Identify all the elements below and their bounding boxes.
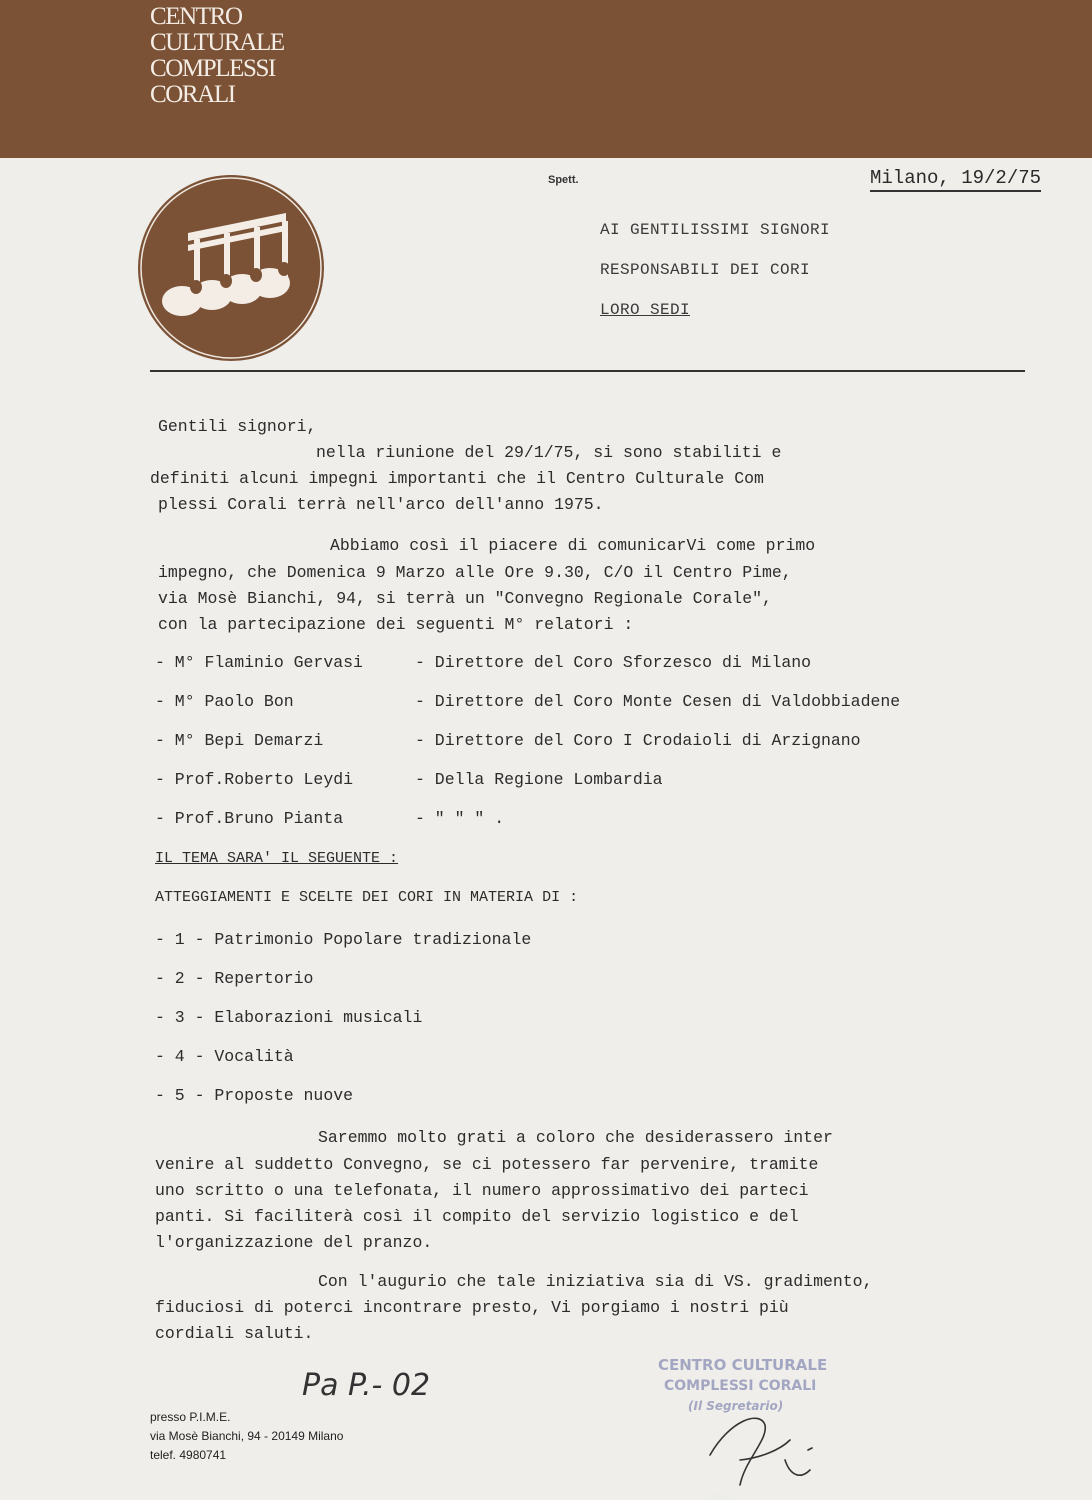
org-line: CORALI xyxy=(150,81,235,108)
org-line: CENTRO xyxy=(150,3,242,30)
paragraph-line: nella riunione del 29/1/75, si sono stabiliti e xyxy=(316,443,782,462)
spett-label: Spett. xyxy=(548,174,579,186)
footer-line: telef. 4980741 xyxy=(150,1448,227,1462)
paragraph-line: Saremmo molto grati a coloro che desiderassero inter xyxy=(318,1128,833,1147)
paragraph-line: Con l'augurio che tale iniziativa sia di VS. gradimento, xyxy=(318,1272,873,1291)
handwritten-reference-text: Pa P.- 02 xyxy=(302,1368,431,1403)
recipient-line: RESPONSABILI DEI CORI xyxy=(600,261,811,279)
header-divider xyxy=(150,370,1025,372)
stamp-line: (Il Segretario) xyxy=(688,1399,784,1413)
speaker-role: - Della Regione Lombardia xyxy=(415,770,663,789)
topic-item: - 4 - Vocalità xyxy=(155,1047,294,1066)
theme-heading: IL TEMA SARA' IL SEGUENTE : xyxy=(155,850,399,867)
organization-name xyxy=(150,4,284,108)
paragraph-line: uno scritto o una telefonata, il numero approssimativo dei parteci xyxy=(155,1181,809,1200)
handwritten-reference xyxy=(300,1355,450,1410)
paragraph-line: plessi Corali terrà nell'arco dell'anno 1975. xyxy=(158,495,604,514)
paragraph-line: panti. Si faciliterà così il compito del servizio logistico e del xyxy=(155,1207,799,1226)
topic-item: - 2 - Repertorio xyxy=(155,969,314,988)
speaker-role: - Direttore del Coro I Crodaioli di Arzignano xyxy=(415,731,861,750)
recipient-line: LORO SEDI xyxy=(600,301,691,319)
paragraph-line: cordiali saluti. xyxy=(155,1324,314,1343)
speaker-role: - " " " . xyxy=(415,809,505,828)
org-line: COMPLESSI xyxy=(150,55,275,82)
paragraph-line: fiduciosi di poterci incontrare presto, Vi porgiamo i nostri più xyxy=(155,1298,789,1317)
topic-item: - 1 - Patrimonio Popolare tradizionale xyxy=(155,930,532,949)
footer-address xyxy=(150,1408,343,1465)
topic-item: - 3 - Elaborazioni musicali xyxy=(155,1008,423,1027)
salutation: Gentili signori, xyxy=(158,417,317,436)
music-notes-logo-icon xyxy=(136,173,326,363)
footer-line: presso P.I.M.E. xyxy=(150,1410,231,1424)
paragraph-line: l'organizzazione del pranzo. xyxy=(155,1233,433,1252)
theme-subheading: ATTEGGIAMENTI E SCELTE DEI CORI IN MATERIA DI : xyxy=(155,889,579,906)
paragraph-line: impegno, che Domenica 9 Marzo alle Ore 9.30, C/O il Centro Pime, xyxy=(158,563,792,582)
speaker-name: - Prof.Roberto Leydi xyxy=(155,770,354,789)
speaker-role: - Direttore del Coro Sforzesco di Milano xyxy=(415,653,812,672)
paragraph-line: Abbiamo così il piacere di comunicarVi come primo xyxy=(330,536,816,555)
signature-text: Pozzi xyxy=(710,1492,733,1500)
letter-date: Milano, 19/2/75 xyxy=(870,167,1041,192)
speaker-name: - M° Paolo Bon xyxy=(155,692,294,711)
paragraph-line: venire al suddetto Convegno, se ci potessero far pervenire, tramite xyxy=(155,1155,819,1174)
speaker-role: - Direttore del Coro Monte Cesen di Valdobbiadene xyxy=(415,692,901,711)
stamp-line: CENTRO CULTURALE xyxy=(658,1356,828,1374)
signature xyxy=(690,1400,840,1500)
paragraph-line: via Mosè Bianchi, 94, si terrà un "Convegno Regionale Corale", xyxy=(158,589,772,608)
paragraph-line: con la partecipazione dei seguenti M° relatori : xyxy=(158,615,634,634)
stamp-line: COMPLESSI CORALI xyxy=(664,1378,817,1394)
topic-item: - 5 - Proposte nuove xyxy=(155,1086,354,1105)
recipient-line: AI GENTILISSIMI SIGNORI xyxy=(600,221,831,239)
footer-line: via Mosè Bianchi, 94 - 20149 Milano xyxy=(150,1429,344,1443)
org-line: CULTURALE xyxy=(150,29,284,56)
speaker-name: - M° Flaminio Gervasi xyxy=(155,653,363,672)
paragraph-line: definiti alcuni impegni importanti che il Centro Culturale Com xyxy=(150,469,764,488)
speaker-name: - Prof.Bruno Pianta xyxy=(155,809,344,828)
speaker-name: - M° Bepi Demarzi xyxy=(155,731,324,750)
letterhead-band xyxy=(0,0,1092,158)
